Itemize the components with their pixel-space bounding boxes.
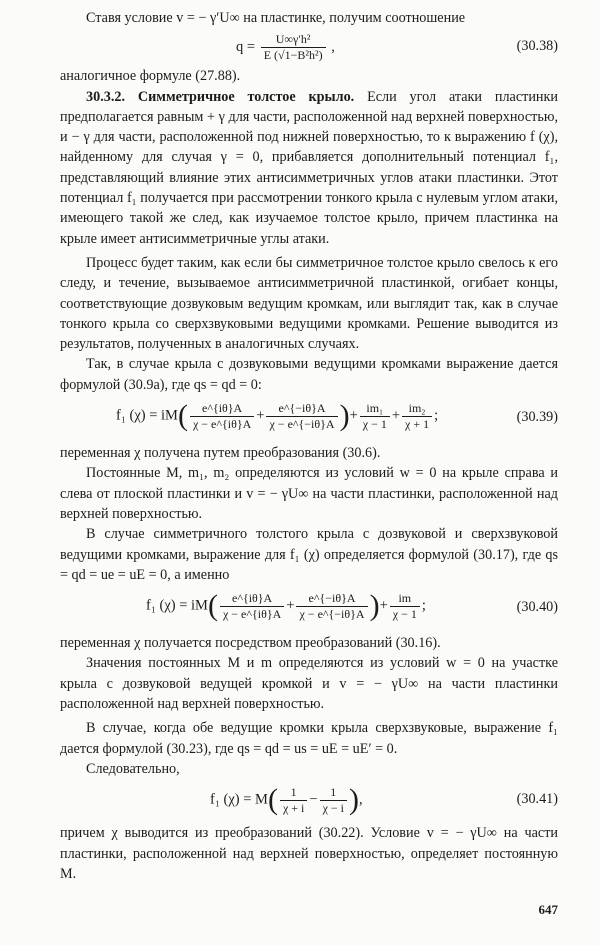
section-paragraph xyxy=(60,87,558,249)
paragraph-9: переменная χ получается посредством преобразований (30.16). xyxy=(60,635,441,652)
paragraph-6: переменная χ получена путем преобразования (30.6). xyxy=(60,445,381,462)
section-text: Если угол атаки пластинки предполагается равным + γ для части, расположенной над верхней поверхностью, и − γ для части, расположенной под нижней поверхностью, то к выражению f (χ), найденному для случая γ = 0, прибавляется дополнительный потенциал f₁, представляющий влияние этих антисимметричных углов атаки пластинки. Этот потенциал f₁ получается при рассмотрении тонкого крыла с нулевым углом атаки, имеющего такой же след, как изучаемое толстое крыло, причем пластинка на крыле имеет антисимметричные углы атаки. xyxy=(60,88,559,247)
eq-fraction-2: $\frac{e\^{}\{-i\theta\}A}{\chi - e\^{}\{-i\theta\}A}$ xyxy=(266,401,337,432)
eq-lhs: q = xyxy=(236,39,256,56)
paragraph-8: В случае симметричного толстого крыла с дозвуковой и сверхзвуковой ведущими кромками, выражение для f₁ (χ) определяется формулой (30.17), где qs = qd = ue = uE = 0, а именно xyxy=(60,526,558,583)
text-column xyxy=(60,8,558,884)
eq-fraction-3: $\frac{im}{\chi - 1}$ xyxy=(390,591,420,622)
eq-denominator: E (√1−B²h²) xyxy=(263,48,323,63)
paragraph-13: причем χ выводится из преобразований (30.22). Условие v = − γU∞ на части пластинки, расположенной над верхней поверхностью, определяет постоянную M. xyxy=(60,825,558,882)
equation-number: (30.41) xyxy=(516,791,558,808)
eq-fraction-3: $\frac{\text{im₁}}{\chi - 1}$ xyxy=(360,401,390,432)
equation-30-38 xyxy=(60,28,558,66)
paragraph-5: Так, в случае крыла с дозвуковыми ведущими кромками выражение дается формулой (30.9a), где qs = qd = 0: xyxy=(60,356,558,393)
paren-close: ) xyxy=(349,783,359,817)
paragraph-4: Процесс будет таким, как если бы симметричное толстое крыло свелось к его следу, и течение, вызываемое антисимметричной пластинкой, огибает концы, соответствующие дозвуковым ведущим кромкам, или выглядит так, как в случае тонкого крыла со сверхзвуковыми ведущими кромками. Решение выводится из результатов, полученных в аналогичных случаях. xyxy=(60,254,558,353)
equation-number: (30.39) xyxy=(516,409,558,426)
equation-number: (30.40) xyxy=(516,599,558,616)
eq-fraction-2: $\frac{1}{\chi - i}$ xyxy=(320,785,347,816)
paragraph-1: Ставя условие v = − γ′U∞ на пластинке, получим соотношение xyxy=(86,10,466,26)
paren-close: ) xyxy=(339,399,350,433)
eq-lhs: f₁ (χ) = M xyxy=(210,791,268,808)
eq-fraction-1: $\frac{1}{\chi + i}$ xyxy=(280,785,307,816)
eq-fraction-1: $\frac{e\^{}\{i\theta\}A}{\chi - e\^{}\{i\theta\}A}$ xyxy=(220,591,284,622)
paren-open: ( xyxy=(177,399,188,433)
eq-tail: , xyxy=(331,39,335,56)
equation-30-41: f₁ (χ) = M( $\frac{1}{\chi + i}$ − $\frac{1}{\chi - i}$ ), (30.41) xyxy=(210,783,558,817)
paragraph-10: Значения постоянных M и m определяются из условий w = 0 на участке крыла с дозвуковой ведущей кромкой и v = − γU∞ на части пластинки расположенной над верхней поверхностью. xyxy=(60,655,558,713)
eq-lhs: f₁ (χ) = iM xyxy=(146,597,208,614)
eq-fraction-2: $\frac{e\^{}\{-i\theta\}A}{\chi - e\^{}\{-i\theta\}A}$ xyxy=(296,591,367,622)
paragraph-11: В случае, когда обе ведущие кромки крыла сверхзвуковые, выражение f₁ дается формулой (30.23), где qs = qd = us = uE = uE′ = 0. xyxy=(60,720,558,757)
paragraph-7: Постоянные M, m₁, m₂ определяются из условий w = 0 на крыле справа и слева от плоской пластинки и v = − γU∞ на части пластинки, расположенной над верхней поверхностью. xyxy=(60,465,558,522)
paren-close: ) xyxy=(369,589,380,623)
eq-fraction-1: $\frac{e\^{}\{i\theta\}A}{\chi - e\^{}\{i\theta\}A}$ xyxy=(190,401,254,432)
eq-fraction xyxy=(261,32,326,63)
section-title: 30.3.2. Симметричное толстое крыло. xyxy=(86,88,355,105)
equation-30-40: f₁ (χ) = iM( $\frac{e\^{}\{i\theta\}A}{\chi - e\^{}\{i\theta\}A}$ + $\frac{e\^{}\{-i\theta\}A}{\chi - e\^{}\{-i\theta\}A}$ )+ $\frac{im}{\chi - 1}$ ; (30.40) xyxy=(146,589,558,623)
page-number: 647 xyxy=(538,902,558,917)
equation-30-39: f₁ (χ) = iM( $\frac{e\^{}\{i\theta\}A}{\chi - e\^{}\{i\theta\}A}$ + $\frac{e\^{}\{-i\theta\}A}{\chi - e\^{}\{-i\theta\}A}$ )+ $\frac{\text{im₁}}{\chi - 1}$ + $\frac{\text{im₂}}{\chi + 1}$ ; (30.39) xyxy=(116,399,558,433)
paren-open: ( xyxy=(207,589,218,623)
paragraph-2: аналогичное формуле (27.88). xyxy=(60,68,241,85)
eq-fraction-4: $\frac{\text{im₂}}{\chi + 1}$ xyxy=(402,401,432,432)
paragraph-12: Следовательно, xyxy=(86,760,180,777)
eq-numerator: U∞γ′h² xyxy=(261,32,326,48)
paren-open: ( xyxy=(267,783,278,817)
equation-number: (30.38) xyxy=(516,38,558,55)
eq-lhs: f₁ (χ) = iM xyxy=(116,407,178,424)
